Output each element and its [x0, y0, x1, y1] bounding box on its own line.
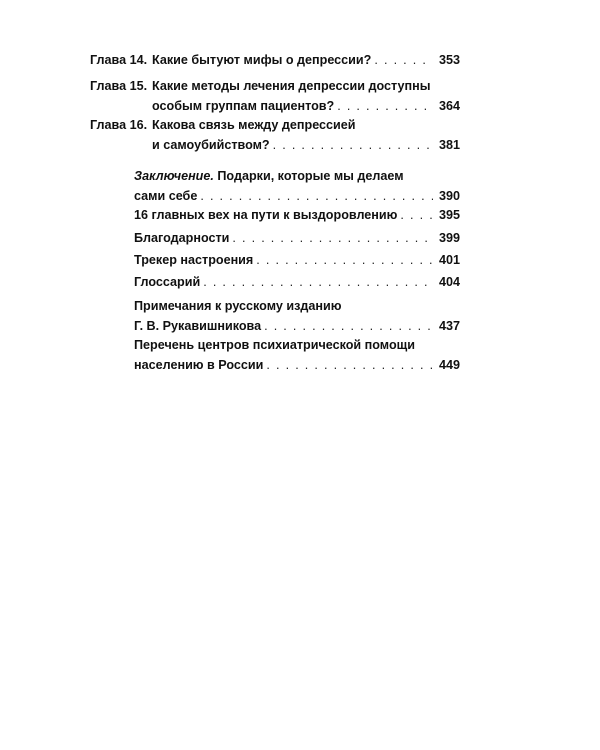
page-number: 399 [438, 231, 460, 245]
chapter-label: Глава 14. [90, 53, 148, 67]
entry-title: Какова связь между депрессией [152, 118, 356, 132]
page-number: 381 [438, 137, 460, 152]
conclusion-prefix: Заключение. [134, 169, 214, 183]
dot-leader [266, 356, 433, 376]
entry-title: Подарки, которые мы делаем [213, 169, 404, 183]
entry-title: Какие бытуют мифы о депрессии? [152, 53, 372, 67]
page-number: 390 [438, 188, 460, 203]
entry-title-continued: сами себе [134, 188, 198, 203]
dot-leader [203, 273, 433, 293]
page-number: 401 [438, 253, 460, 267]
dot-leader [200, 187, 433, 207]
entry-title-continued: Г. В. Рукавишникова [134, 318, 262, 333]
page-number: 449 [438, 357, 460, 372]
chapter-label: Глава 16. [90, 118, 148, 132]
entry-title-continued: и самоубийством? [152, 137, 270, 152]
dot-leader [337, 97, 433, 117]
page-number: 437 [438, 318, 460, 333]
entry-title: Примечания к русскому изданию [134, 299, 342, 313]
entry-title: Глоссарий [134, 275, 201, 289]
entry-title-continued: населению в России [134, 357, 264, 372]
entry-title-continued: особым группам пациентов? [152, 98, 335, 113]
dot-leader [264, 317, 433, 337]
dot-leader [400, 206, 433, 226]
entry-title: Трекер настроения [134, 253, 254, 267]
entry-title: Какие методы лечения депрессии доступны [152, 79, 431, 93]
entry-title: 16 главных вех на пути к выздоровлению [134, 208, 398, 222]
page-number: 404 [438, 275, 460, 289]
page-number: 364 [438, 98, 460, 113]
entry-title: Перечень центров психиатрической помощи [134, 338, 416, 352]
dot-leader [232, 229, 433, 249]
entry-title: Благодарности [134, 231, 230, 245]
chapter-label: Глава 15. [90, 79, 148, 93]
dot-leader [374, 51, 433, 71]
page-number: 353 [438, 53, 460, 67]
page-number: 395 [438, 208, 460, 222]
dot-leader [273, 136, 433, 156]
dot-leader [256, 251, 433, 271]
